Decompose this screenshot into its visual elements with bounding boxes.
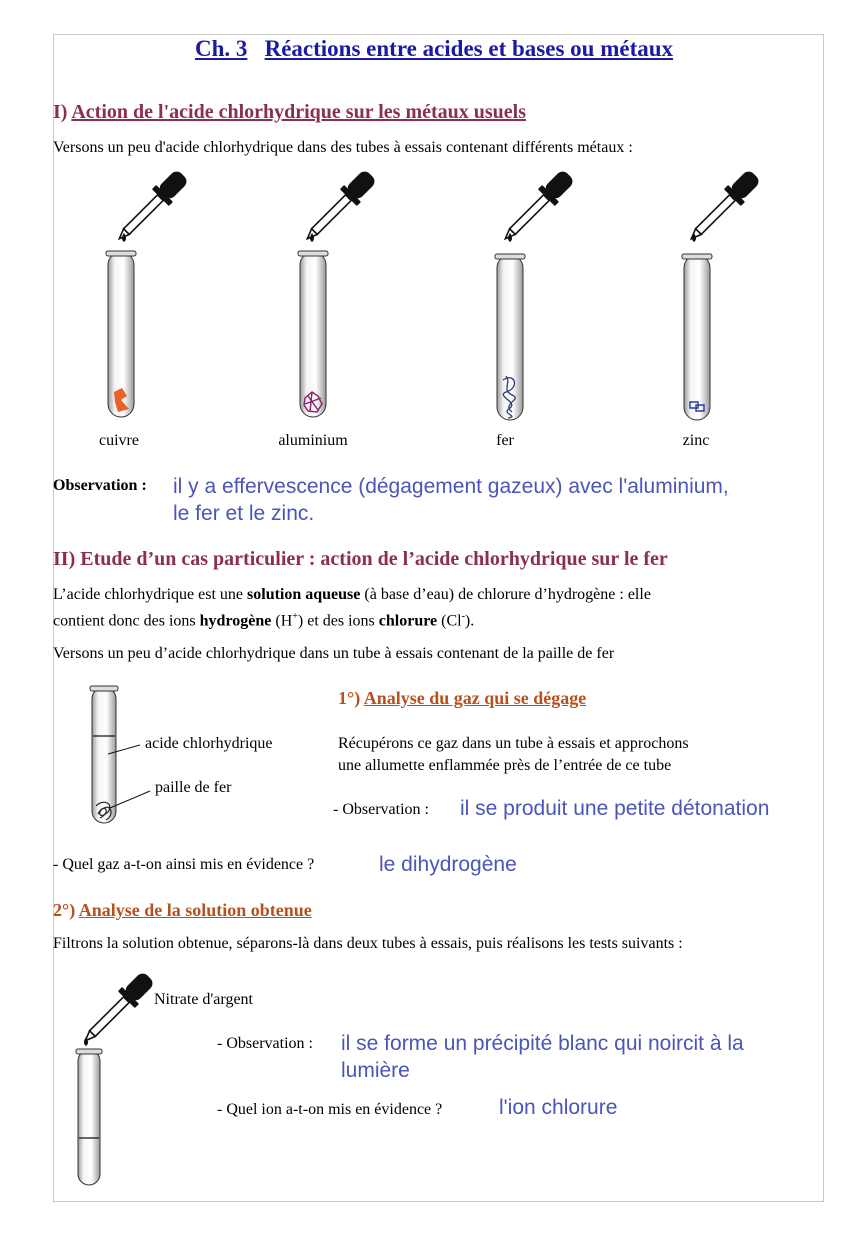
reagent-label: Nitrate d'argent — [154, 991, 253, 1008]
section-1-title: Action de l'acide chlorhydrique sur les métaux usuels — [71, 101, 527, 123]
tube-label-zinc: zinc — [682, 432, 710, 449]
section-1-intro: Versons un peu d'acide chlorhydrique dans des tubes à essais contenant différents métaux : — [53, 139, 633, 156]
observation-label: Observation : — [53, 477, 147, 494]
subsection-2-observation-label: - Observation : — [217, 1035, 313, 1052]
label-steel-wool: paille de fer — [155, 779, 232, 796]
test-tube-aluminium — [298, 167, 379, 417]
tube-label-fer: fer — [496, 432, 514, 449]
chapter-number: Ch. 3 — [194, 36, 248, 61]
subsection-1-observation-answer: il se produit une petite détonation — [460, 797, 770, 820]
subsection-1-line2: une allumette enflammée près de l’entrée de ce tube — [338, 757, 672, 774]
test-tube-cuivre — [106, 167, 191, 417]
ion-answer: l'ion chlorure — [499, 1096, 618, 1119]
section-2-heading: II) Etude d’un cas particulier : action de l’acide chlorhydrique sur le fer — [53, 548, 668, 570]
subsection-2-observation-answer-line2: lumière — [341, 1059, 410, 1082]
gas-question: - Quel gaz a-t-on ainsi mis en évidence ? — [53, 856, 315, 873]
subsection-1-observation-label: - Observation : — [333, 801, 429, 818]
subsection-1-line1: Récupérons ce gaz dans un tube à essais et approchons — [338, 735, 689, 752]
test-tube-silver-nitrate — [76, 969, 157, 1185]
subsection-2-intro: Filtrons la solution obtenue, séparons-là dans deux tubes à essais, puis réalisons les tests suivants : — [53, 935, 683, 952]
test-tube-fer — [495, 167, 577, 420]
tube-label-aluminium: aluminium — [278, 432, 348, 449]
ion-question: - Quel ion a-t-on mis en évidence ? — [217, 1101, 443, 1118]
observation-answer-line2: le fer et le zinc. — [173, 502, 315, 525]
section-2-paragraph-2: contient donc des ions hydrogène (H+) et des ions chlorure (Cl-). — [53, 611, 475, 630]
tube-label-cuivre: cuivre — [99, 432, 139, 449]
label-acid: acide chlorhydrique — [145, 735, 273, 752]
observation-answer-line1: il y a effervescence (dégagement gazeux) avec l'aluminium, — [173, 475, 729, 498]
gas-answer: le dihydrogène — [379, 853, 517, 876]
subsection-2-heading: 2°) Analyse de la solution obtenue — [53, 900, 312, 920]
subsection-2-observation-answer-line1: il se forme un précipité blanc qui noircit à la — [341, 1032, 744, 1055]
chapter-heading: Réactions entre acides et bases ou métaux — [264, 36, 674, 61]
section-2-paragraph-3: Versons un peu d’acide chlorhydrique dans un tube à essais contenant de la paille de fer — [53, 645, 615, 662]
test-tube-steel-wool — [90, 686, 150, 823]
section-1-number: I) — [53, 101, 68, 123]
test-tube-zinc — [682, 167, 763, 420]
subsection-1-heading: 1°) Analyse du gaz qui se dégage — [338, 688, 587, 708]
section-2-paragraph-1: L’acide chlorhydrique est une solution aqueuse (à base d’eau) de chlorure d’hydrogène : elle — [53, 586, 651, 603]
